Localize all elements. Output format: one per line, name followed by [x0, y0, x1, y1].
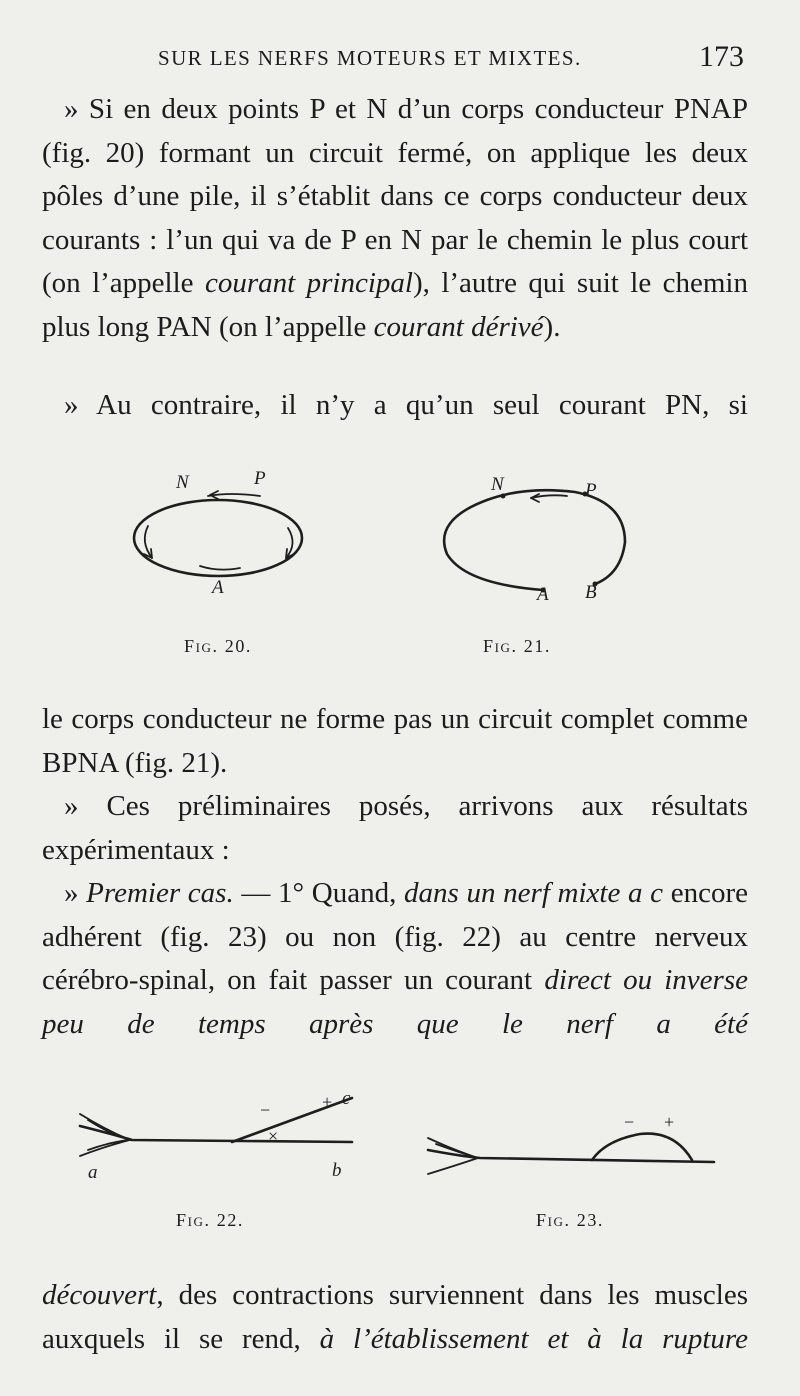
figure-22-caption: Fig. 22. — [176, 1210, 245, 1230]
figure-21-label-a: A — [537, 584, 549, 605]
figure-21-label-p: P — [585, 480, 597, 501]
paragraph-contractions: découvert, des contractions surviennent dans les muscles auxquels il se rend, à l’établissement et à la rupture — [42, 1279, 748, 1355]
figure-23-minus-sign: − — [624, 1112, 635, 1132]
figure-22 — [72, 1084, 372, 1234]
figure-20-label-n: N — [176, 472, 189, 493]
figure-22-label-c: c — [342, 1088, 351, 1109]
figure-23 — [420, 1100, 720, 1240]
figure-20-caption: Fig. 20. — [184, 636, 253, 656]
figure-22-label-a: a — [88, 1162, 98, 1183]
figure-22-plus-sign: + — [322, 1092, 333, 1112]
figure-21 — [425, 472, 645, 672]
figure-23-caption: Fig. 23. — [536, 1210, 605, 1230]
figure-23-plus-sign: + — [664, 1112, 675, 1132]
figure-23-drawing — [420, 1100, 720, 1180]
figure-21-label-n: N — [491, 474, 504, 495]
paragraph-au-contraire: » Au contraire, il n’y a qu’un seul courant PN, si — [64, 389, 748, 421]
running-head — [40, 42, 750, 82]
running-title: SUR LES NERFS MOTEURS ET MIXTES. — [158, 46, 582, 70]
figure-21-caption: Fig. 21. — [483, 636, 552, 656]
figure-21-label-b: B — [585, 582, 597, 603]
figure-22-cross-sign: × — [268, 1126, 279, 1146]
page-number: 173 — [699, 40, 744, 73]
figure-20-label-a: A — [212, 577, 224, 598]
figure-20-label-p: P — [254, 468, 266, 489]
figure-21-drawing — [425, 472, 645, 605]
figure-22-drawing — [72, 1084, 372, 1184]
paragraph-preliminaires: » Ces préliminaires posés, arrivons aux résultats expérimentaux : — [42, 790, 748, 866]
paragraph-premier-cas: » Premier cas. — 1° Quand, dans un nerf mixte a c encore adhérent (fig. 23) ou non (fig. 22) au centre nerveux cérébro-spinal, on fait passer un courant direct ou inverse peu de temps après que le nerf a été — [42, 877, 749, 1040]
figure-20 — [120, 466, 320, 666]
figure-22-minus-sign: − — [260, 1100, 271, 1120]
figure-20-drawing — [120, 466, 320, 596]
paragraph-circuit-complet: le corps conducteur ne forme pas un circuit complet comme BPNA (fig. 21). — [42, 703, 748, 779]
figure-22-label-b: b — [332, 1160, 342, 1181]
paragraph-circuit-ferme: » Si en deux points P et N d’un corps conducteur PNAP (fig. 20) formant un circuit fermé, on applique les deux pôles d’une pile, il s’établit dans ce corps conducteur deux courants : l’un qui va de P en N par le chemin le plus court (on l’appelle courant principal), l’autre qui suit le chemin plus long PAN (on l’appelle courant dérivé). — [42, 93, 748, 343]
